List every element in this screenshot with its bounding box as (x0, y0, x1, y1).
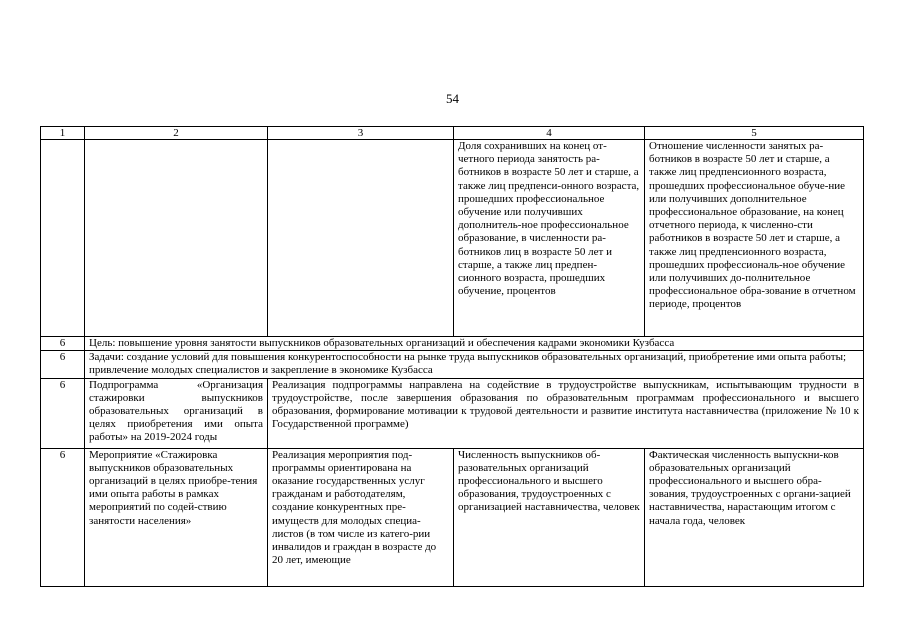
tasks-cell: Задачи: создание условий для повышения конкурентоспособности на рынке труда выпускников образовательных организаций, приобретение ими опыта работы; привлечение молодых специалистов и закрепление в экономике Кузбасса (85, 351, 864, 378)
goal-cell: Цель: повышение уровня занятости выпускников образовательных организаций и обеспечения кадрами экономики Кузбасса (85, 337, 864, 351)
row-number: 6 (41, 448, 85, 586)
table-row (41, 140, 864, 337)
indicator-method-cell: Фактическая численность выпускни-ков образовательных организаций профессионального и высшего обра-зования, трудоустроенных с органи-зацией наставничества, нарастающим итогом с начала года, человек (645, 448, 864, 586)
subprogram-name-cell: Подпрограмма «Организация стажировки выпускников образовательных организаций в целях приобретения ими опыта работы» на 2019-2024 годы (85, 378, 268, 448)
table-row (41, 351, 864, 378)
header-row (41, 127, 864, 140)
row-number: 6 (41, 337, 85, 351)
empty-cell (85, 140, 268, 337)
header-col-3: 3 (268, 127, 454, 140)
indicator-name-cell: Доля сохранивших на конец от-четного периода занятость ра-ботников в возрасте 50 лет и старше, а также лиц предпенси-онного возраста, прошедших профессиональное обучение или получивших дополнитель-ное профессиональное образование, в численности ра-ботников лиц в возрасте 50 лет и старше, а также лиц предпен-сионного возраста, прошедших обучение, процентов (454, 140, 645, 337)
table-row (41, 337, 864, 351)
empty-cell (41, 140, 85, 337)
header-col-2: 2 (85, 127, 268, 140)
header-col-1: 1 (41, 127, 85, 140)
page-number: 54 (446, 91, 459, 106)
header-col-5: 5 (645, 127, 864, 140)
measure-description-cell: Реализация мероприятия под-программы ориентирована на оказание государственных услуг гражданам и работодателям, создание конкурентных пре-имуществ для молодых специа-листов (в том числе из катего-рии инвалидов и граждан в возрасте до 20 лет, имеющие (268, 448, 454, 586)
row-number: 6 (41, 378, 85, 448)
header-col-4: 4 (454, 127, 645, 140)
empty-cell (268, 140, 454, 337)
program-table (40, 126, 864, 587)
indicator-name-cell: Численность выпускников об-разовательных организаций профессионального и высшего образования, трудоустроенных с организацией наставничества, человек (454, 448, 645, 586)
measure-name-cell: Мероприятие «Стажировка выпускников образовательных организаций в целях приобре-тения ими опыта работы в рамках мероприятий по содей-ствию занятости населения» (85, 448, 268, 586)
table-row (41, 448, 864, 586)
row-number: 6 (41, 351, 85, 378)
subprogram-description-cell: Реализация подпрограммы направлена на содействие в трудоустройстве выпускникам, испытывающим трудности в трудоустройстве, после завершения образования по образовательным программам профессионального и высшего образования, формирование мотивации к трудовой деятельности и развитие института наставничества (приложение № 10 к Государственной программе) (268, 378, 864, 448)
indicator-method-cell: Отношение численности занятых ра-ботников в возрасте 50 лет и старше, а также лиц предпенсионного возраста, прошедших профессиональное обуче-ние или получивших дополнительное профессиональное образование, на конец отчетного периода, к численно-сти работников в возрасте 50 лет и старше, а также лиц предпенсионного возраста, прошедших профессиональ-ное обучение или получивших до-полнительное профессиональное обра-зование в отчетном периоде, процентов (645, 140, 864, 337)
table-row (41, 378, 864, 448)
